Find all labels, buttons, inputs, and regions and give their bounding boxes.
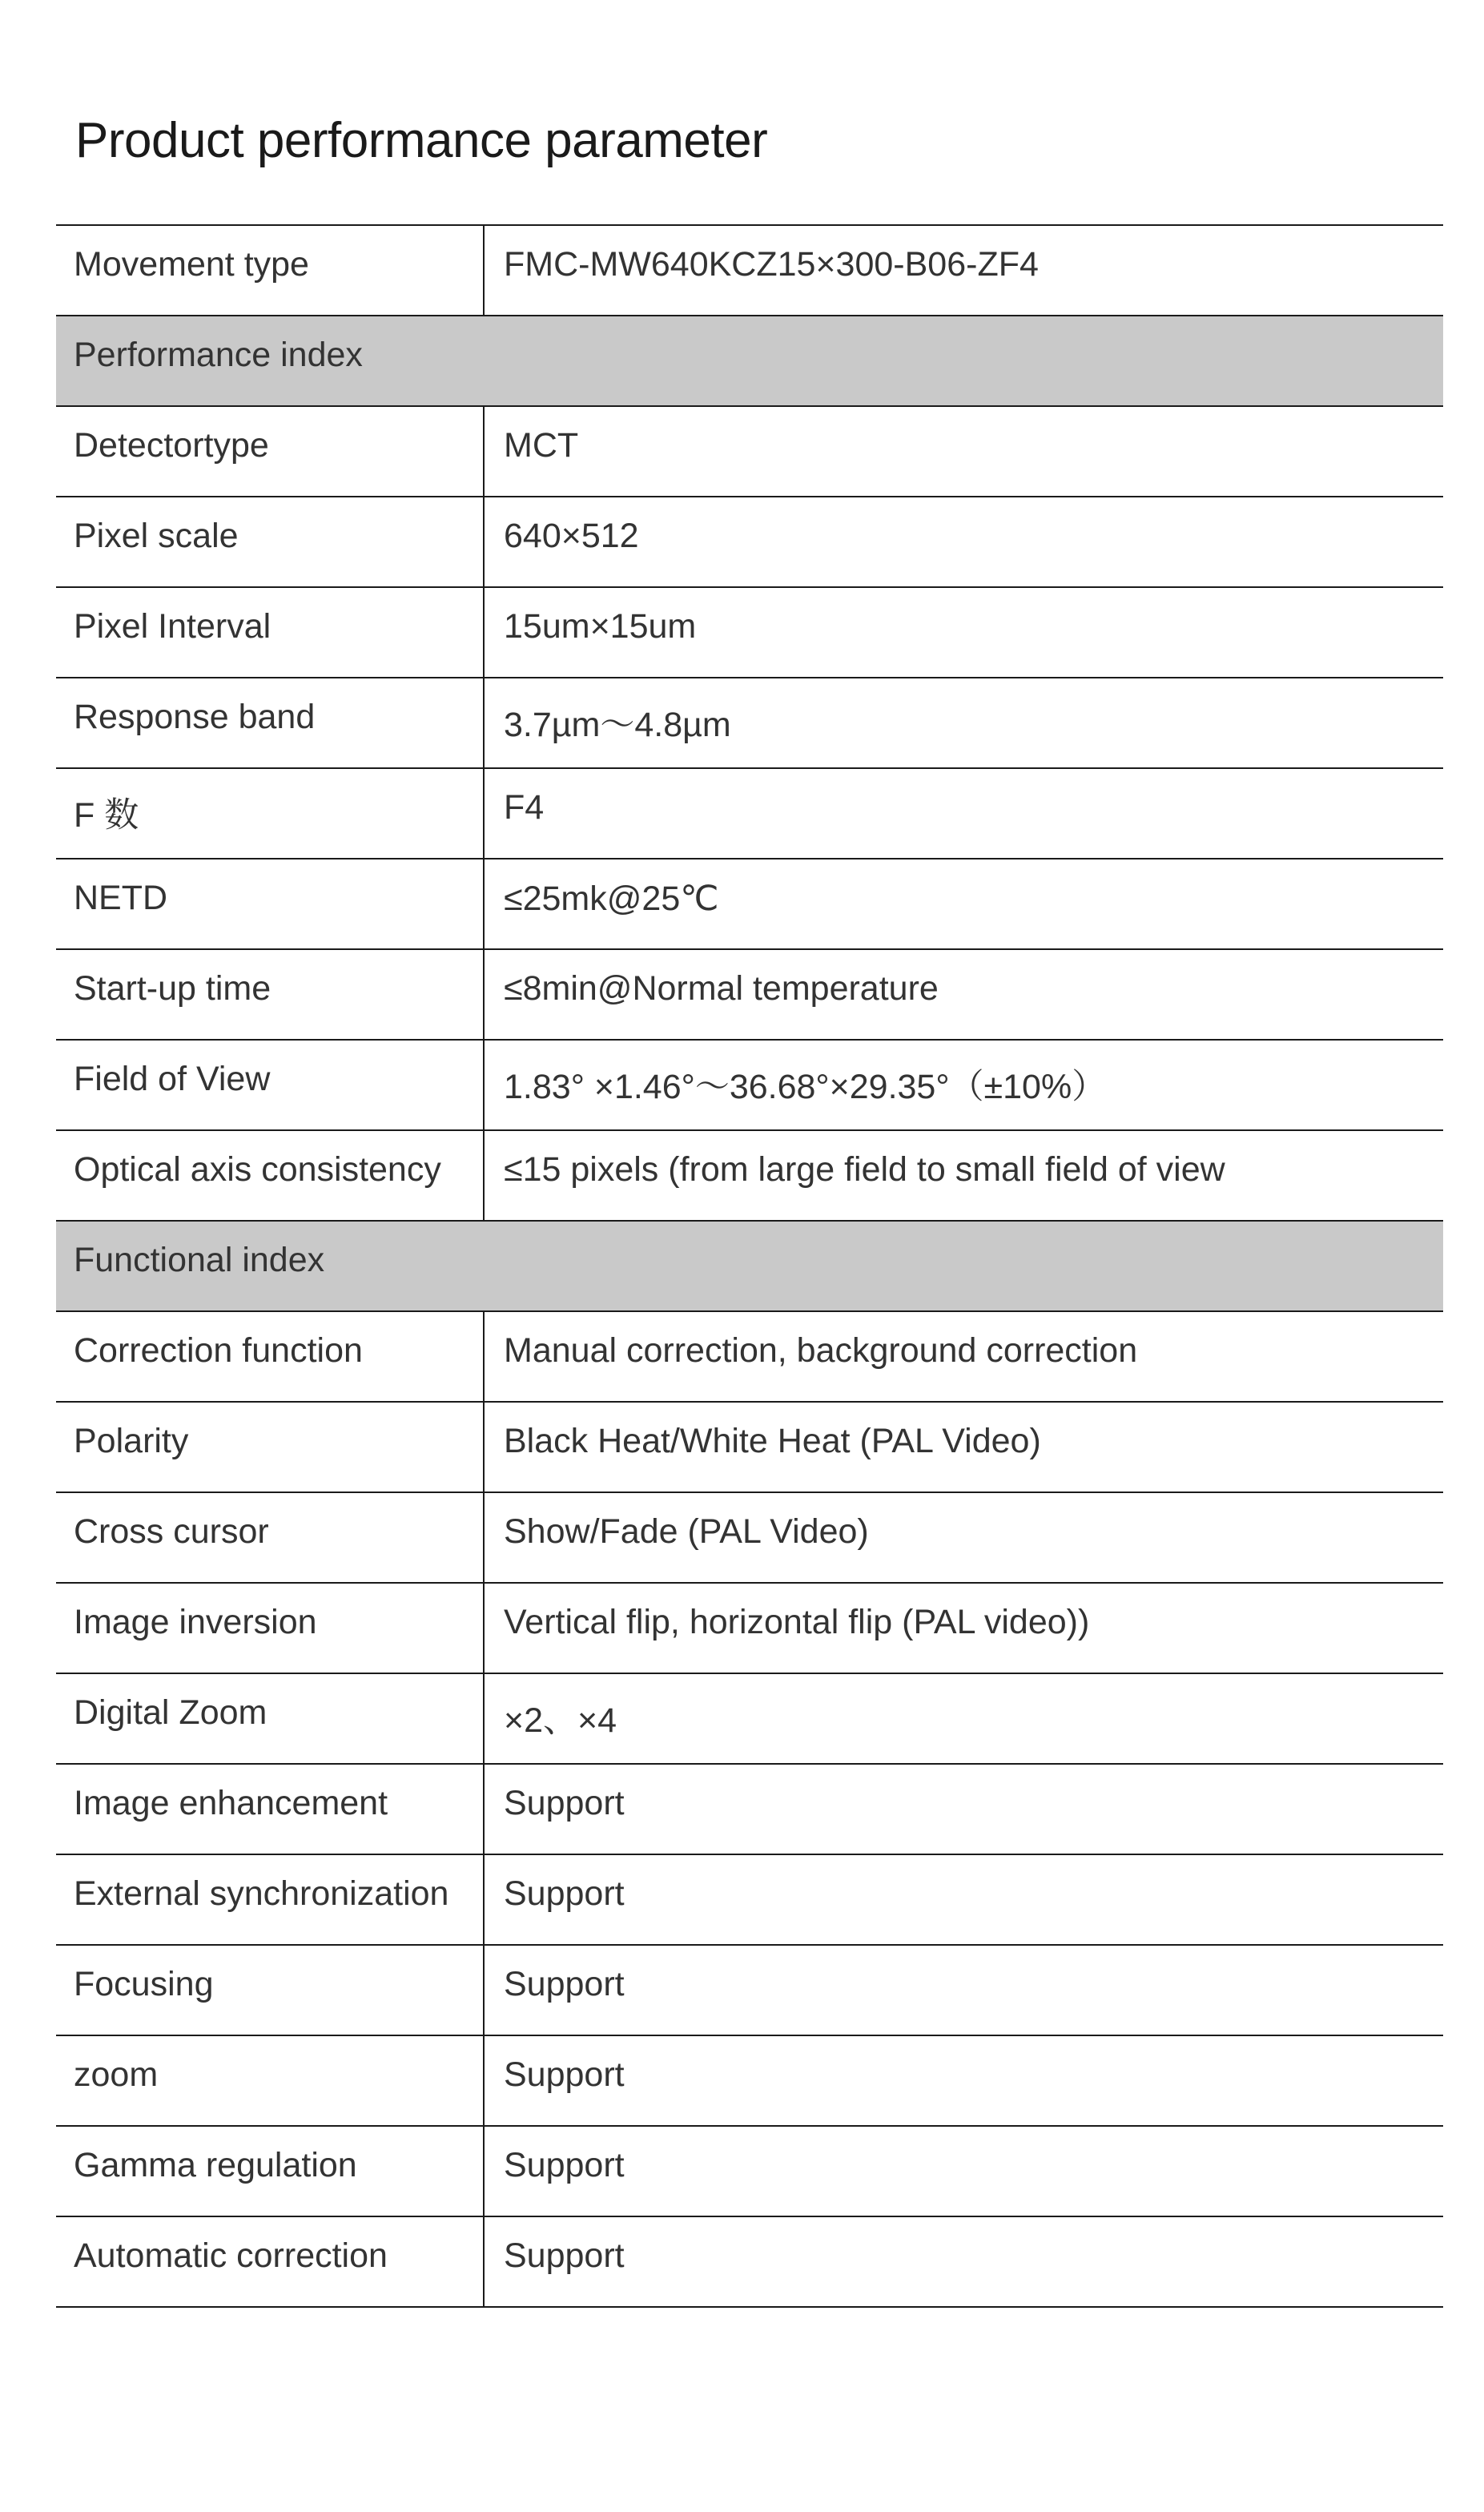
table-row bbox=[56, 768, 1443, 859]
parameter-value: ≤25mk@25℃ bbox=[484, 859, 1443, 949]
parameter-value: Support bbox=[484, 2035, 1443, 2126]
table-row bbox=[56, 678, 1443, 768]
spec-table bbox=[56, 224, 1443, 2308]
parameter-value: MCT bbox=[484, 406, 1443, 497]
table-row bbox=[56, 1945, 1443, 2035]
table-row bbox=[56, 2035, 1443, 2126]
page-title: Product performance parameter bbox=[75, 113, 768, 168]
parameter-label: zoom bbox=[56, 2035, 484, 2126]
parameter-value: Support bbox=[484, 1945, 1443, 2035]
parameter-label: Focusing bbox=[56, 1945, 484, 2035]
parameter-value: 1.83° ×1.46°～36.68°×29.35°（±10%） bbox=[484, 1040, 1443, 1130]
parameter-value: 640×512 bbox=[484, 497, 1443, 587]
parameter-label: Movement type bbox=[56, 225, 484, 316]
table-row bbox=[56, 1583, 1443, 1673]
table-row bbox=[56, 1673, 1443, 1764]
table-row bbox=[56, 1854, 1443, 1945]
parameter-label: Image enhancement bbox=[56, 1764, 484, 1854]
parameter-value: Black Heat/White Heat (PAL Video) bbox=[484, 1402, 1443, 1492]
table-row bbox=[56, 859, 1443, 949]
table-row bbox=[56, 406, 1443, 497]
parameter-value: ≤15 pixels (from large field to small field of view bbox=[484, 1130, 1443, 1221]
parameter-label: Response band bbox=[56, 678, 484, 768]
table-row bbox=[56, 497, 1443, 587]
table-row bbox=[56, 1492, 1443, 1583]
spec-table-body bbox=[56, 225, 1443, 2307]
table-row bbox=[56, 2126, 1443, 2216]
parameter-label: Optical axis consistency bbox=[56, 1130, 484, 1221]
parameter-value: 3.7µm～4.8µm bbox=[484, 678, 1443, 768]
parameter-label: Correction function bbox=[56, 1311, 484, 1402]
parameter-value: Support bbox=[484, 2126, 1443, 2216]
table-row bbox=[56, 587, 1443, 678]
parameter-value: Vertical flip, horizontal flip (PAL video)) bbox=[484, 1583, 1443, 1673]
parameter-label: Field of View bbox=[56, 1040, 484, 1130]
parameter-value: ≤8min@Normal temperature bbox=[484, 949, 1443, 1040]
parameter-label: Pixel scale bbox=[56, 497, 484, 587]
parameter-value: Support bbox=[484, 1854, 1443, 1945]
parameter-label: Pixel Interval bbox=[56, 587, 484, 678]
table-row bbox=[56, 225, 1443, 316]
parameter-label: NETD bbox=[56, 859, 484, 949]
parameter-value: Manual correction, background correction bbox=[484, 1311, 1443, 1402]
parameter-label: Start-up time bbox=[56, 949, 484, 1040]
section-header-label: Performance index bbox=[56, 316, 1443, 406]
section-header-label: Functional index bbox=[56, 1221, 1443, 1311]
parameter-value: F4 bbox=[484, 768, 1443, 859]
parameter-value: Support bbox=[484, 1764, 1443, 1854]
parameter-label: Detectortype bbox=[56, 406, 484, 497]
parameter-label: External synchronization bbox=[56, 1854, 484, 1945]
parameter-label: Digital Zoom bbox=[56, 1673, 484, 1764]
parameter-label: Cross cursor bbox=[56, 1492, 484, 1583]
table-row bbox=[56, 2216, 1443, 2307]
table-row bbox=[56, 1040, 1443, 1130]
parameter-value: Support bbox=[484, 2216, 1443, 2307]
parameter-value: Show/Fade (PAL Video) bbox=[484, 1492, 1443, 1583]
parameter-label: Automatic correction bbox=[56, 2216, 484, 2307]
table-row bbox=[56, 1130, 1443, 1221]
section-header-row bbox=[56, 316, 1443, 406]
parameter-label: Polarity bbox=[56, 1402, 484, 1492]
parameter-label: Image inversion bbox=[56, 1583, 484, 1673]
table-row bbox=[56, 1311, 1443, 1402]
parameter-label: F 数 bbox=[56, 768, 484, 859]
parameter-value: FMC-MW640KCZ15×300-B06-ZF4 bbox=[484, 225, 1443, 316]
parameter-value: 15um×15um bbox=[484, 587, 1443, 678]
table-row bbox=[56, 949, 1443, 1040]
section-header-row bbox=[56, 1221, 1443, 1311]
table-row bbox=[56, 1764, 1443, 1854]
table-row bbox=[56, 1402, 1443, 1492]
parameter-value: ×2、×4 bbox=[484, 1673, 1443, 1764]
parameter-label: Gamma regulation bbox=[56, 2126, 484, 2216]
